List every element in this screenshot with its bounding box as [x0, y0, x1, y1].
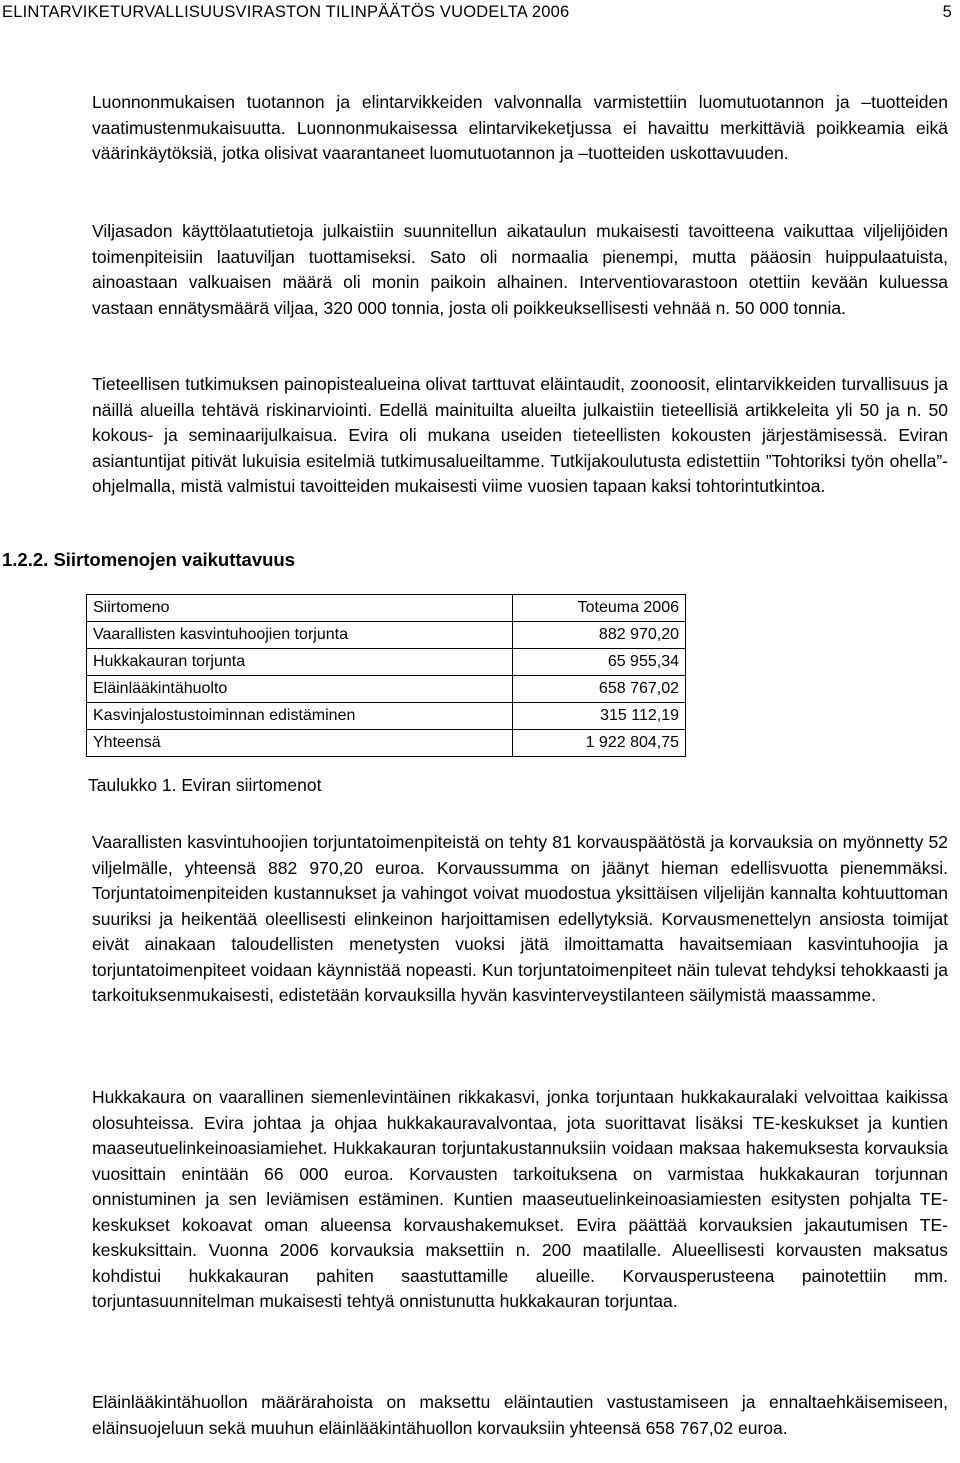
- paragraph-plant-pests: Vaarallisten kasvintuhoojien torjuntatoimenpiteistä on tehty 81 korvauspäätöstä ja korvauksia on myönnetty 52 viljelmälle, yhteensä 882 970,20 euroa. Korvaussumma on jäänyt hieman edellisvuotta pienemmäksi. Torjuntatoimenpiteiden kustannukset ja vahingot voivat muodostua yksittäisen viljelijän kannalta kohtuuttoman suuriksi ja heikentää oleellisesti elinkeinon harjoittamisen edellytyksiä. Korvausmenettelyn ansiosta toimijat eivät ainakaan taloudellisten menetysten vuoksi jätä ilmoittamatta havaitsemiaan kasvintuhoojia ja torjuntatoimenpiteet voidaan käynnistää nopeasti. Kun torjuntatoimenpiteet näin tulevat tehdyksi tehokkaasti ja tarkoituksenmukaisesti, edistetään korvauksilla hyvän kasvinterveystilanteen säilymistä maassamme.: [92, 832, 948, 1005]
- page-number: 5: [942, 3, 952, 21]
- table-row: [87, 649, 686, 676]
- table-cell-value: 65 955,34: [513, 649, 686, 676]
- table-cell-label: Hukkakauran torjunta: [87, 649, 513, 676]
- table-cell-label: Yhteensä: [87, 730, 513, 757]
- table-cell-value: 315 112,19: [513, 703, 686, 730]
- table-header-cell: Toteuma 2006: [513, 595, 686, 622]
- table-cell-label: Vaarallisten kasvintuhoojien torjunta: [87, 622, 513, 649]
- paragraph-scientific-research: Tieteellisen tutkimuksen painopistealueina olivat tarttuvat eläintaudit, zoonoosit, elintarvikkeiden turvallisuus ja näillä alueilla tehtävä riskinarviointi. Edellä mainituilta alueilta julkaistiin tieteellisiä artikkeleita yli 50 ja n. 50 kokous- ja seminaarijulkaisua. Evira oli mukana useiden tieteellisten kokousten järjestämisessä. Eviran asiantuntijat pitivät lukuisia esitelmiä tutkimusalueiltamme. Tutkijakoulutusta edistettiin ”Tohtoriksi työn ohella”- ohjelmalla, mistä valmistui tavoitteiden mukaisesti viime vuosien tapaan kaksi tohtorintutkintoa.: [92, 374, 948, 496]
- table-cell-value: 658 767,02: [513, 676, 686, 703]
- section-heading: [2, 549, 295, 571]
- section-title: Siirtomenojen vaikuttavuus: [53, 549, 296, 570]
- table-row: [87, 676, 686, 703]
- section-number: 1.2.2.: [2, 549, 49, 570]
- table-header-cell: Siirtomeno: [87, 595, 513, 622]
- table-total-row: [87, 730, 686, 757]
- table-row: [87, 703, 686, 730]
- paragraph-organic-production: Luonnonmukaisen tuotannon ja elintarvikkeiden valvonnalla varmistettiin luomutuotannon ja –tuotteiden vaatimustenmukaisuutta. Luonnonmukaisessa elintarvikeketjussa ei havaittu merkittäviä poikkeamia eikä väärinkäytöksiä, jotka olisivat vaarantaneet luomutuotannon ja –tuotteiden uskottavuuden.: [92, 92, 948, 163]
- table-caption: Taulukko 1. Eviran siirtomenot: [88, 775, 322, 795]
- table-row: [87, 622, 686, 649]
- table-cell-label: Eläinlääkintähuolto: [87, 676, 513, 703]
- table-cell-value: 882 970,20: [513, 622, 686, 649]
- paragraph-wild-oat: Hukkakaura on vaarallinen siemenlevintäinen rikkakasvi, jonka torjuntaan hukkakauralaki velvoittaa kaikissa olosuhteissa. Evira johtaa ja ohjaa hukkakauravalvontaa, jota suorittavat lisäksi TE-keskukset ja kuntien maaseutuelinkeinoasiamiehet. Hukkakauran torjuntakustannuksiin voidaan maksaa hakemuksesta korvauksia vuosittain enintään 66 000 euroa. Korvausten tarkoituksena on varmistaa hukkakauran torjunnan onnistuminen ja sen leviämisen estäminen. Kuntien maaseutuelinkeinoasiamiesten esitysten pohjalta TE-keskukset kokoavat oman alueensa korvaushakemukset. Evira päättää korvauksien jakautumisen TE-keskuksittain. Vuonna 2006 korvauksia maksettiin n. 200 maatilalle. Alueellisesti korvausten maksatus kohdistui hukkakauran pahiten saastuttamille alueille. Korvausperusteena painotettiin mm. torjuntasuunnitelman mukaisesti tehtyä onnistunutta hukkakauran torjuntaa.: [92, 1087, 948, 1311]
- paragraph-grain-harvest: Viljasadon käyttölaatutietoja julkaistiin suunnitellun aikataulun mukaisesti tavoitteena vaikuttaa viljelijöiden toimenpiteisiin laatuviljan tuottamiseksi. Sato oli normaalia pienempi, mutta pääosin huippulaatuista, ainoastaan valkuaisen määrä oli monin paikoin alhainen. Interventiovarastoon otettiin kevään kuluessa vastaan ennätysmäärä viljaa, 320 000 tonnia, josta oli poikkeuksellisesti vehnää n. 50 000 tonnia.: [92, 221, 948, 318]
- table-cell-value: 1 922 804,75: [513, 730, 686, 757]
- paragraph-veterinary-care: Eläinlääkintähuollon määrärahoista on maksettu eläintautien vastustamiseen ja ennaltaehkäisemiseen, eläinsuojeluun sekä muuhun eläinlääkintähuollon korvauksiin yhteensä 658 767,02 euroa.: [92, 1392, 948, 1438]
- transfer-expenses-table: [86, 594, 686, 757]
- table-header-row: [87, 595, 686, 622]
- table-cell-label: Kasvinjalostustoiminnan edistäminen: [87, 703, 513, 730]
- document-title: ELINTARVIKETURVALLISUUSVIRASTON TILINPÄÄTÖS VUODELTA 2006: [2, 3, 570, 21]
